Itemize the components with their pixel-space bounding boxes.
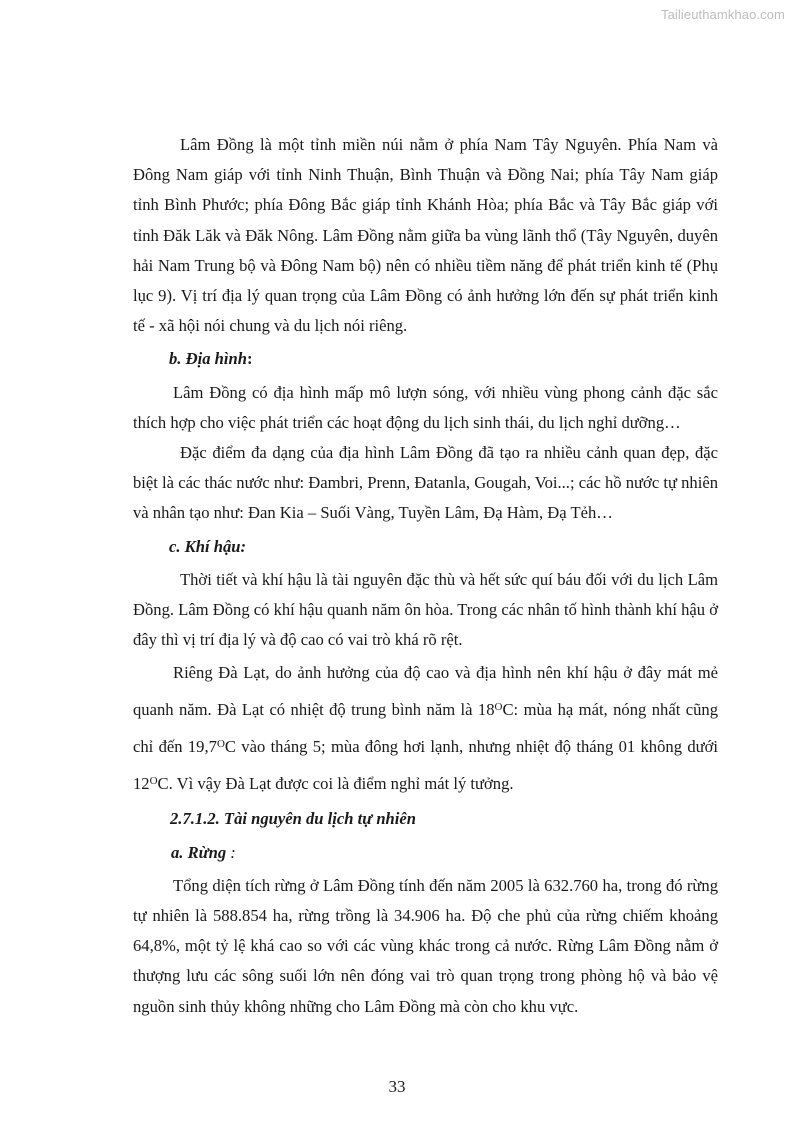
page-content <box>133 130 718 1022</box>
degree-mark: O <box>494 701 503 714</box>
heading-terrain <box>133 344 718 374</box>
climate-text-b: C: mùa hạ mát, nóng nhất cũng chỉ đến 19,7 <box>133 700 718 757</box>
climate-text-a: Riêng Đà Lạt, do ảnh hưởng của độ cao và địa hình nên khí hậu ở đây mát mẻ quanh năm. Đà Lạt có nhiệt độ trung bình năm là 18 <box>133 663 718 720</box>
degree-mark: O <box>216 738 225 751</box>
climate-text-c: C vào tháng 5; mùa đông hơi lạnh, nhưng nhiệt độ tháng 01 không dưới 12 <box>133 737 719 794</box>
paragraph-climate-1: Thời tiết và khí hậu là tài nguyên đặc thù và hết sức quí báu đối với du lịch Lâm Đồng. Lâm Đồng có khí hậu quanh năm ôn hòa. Trong các nhân tố hình thành khí hậu ở đây thì vị trí địa lý và độ cao có vai trò khá rõ rệt. <box>133 569 718 650</box>
page-number: 33 <box>388 1077 406 1096</box>
heading-climate: c. Khí hậu: <box>169 536 246 556</box>
heading-natural-resources: 2.7.1.2. Tài nguyên du lịch tự nhiên <box>170 809 416 829</box>
heading-forest-colon: : <box>226 842 236 862</box>
paragraph-terrain-1: Lâm Đồng có địa hình mấp mô lượn sóng, với nhiều vùng phong cảnh đặc sắc thích hợp cho việc phát triển các hoạt động du lịch sinh thái, du lịch nghỉ dưỡng… <box>133 382 718 432</box>
paragraph-terrain-2: Đặc điểm đa dạng của địa hình Lâm Đồng đã tạo ra nhiều cảnh quan đẹp, đặc biệt là các thác nước như: Đambri, Prenn, Đatanla, Gougah, Voi...; các hồ nước tự nhiên và nhân tạo như: Đan Kia – Suối Vàng, Tuyền Lâm, Đạ Hàm, Đạ Tẻh… <box>133 443 718 523</box>
heading-forest <box>133 838 718 868</box>
paragraph-forest: Tổng diện tích rừng ở Lâm Đồng tính đến năm 2005 là 632.760 ha, trong đó rừng tự nhiên là 588.854 ha, rừng trồng là 34.906 ha. Độ che phủ của rừng chiếm khoảng 64,8%, một tỷ lệ khá cao so với các vùng khác trong cả nước. Rừng Lâm Đồng nằm ở thượng lưu các sông suối lớn nên đóng vai trò quan trọng trong phòng hộ và bảo vệ nguồn sinh thủy không những cho Lâm Đồng mà còn cho khu vực. <box>133 875 718 1016</box>
climate-text-d: C. Vì vậy Đà Lạt được coi là điểm nghỉ mát lý tưởng. <box>157 774 514 794</box>
paragraph-location: Lâm Đồng là một tỉnh miền núi nằm ở phía Nam Tây Nguyên. Phía Nam và Đông Nam giáp với tỉnh Ninh Thuận, Bình Thuận và Đồng Nai; phía Tây Nam giáp tỉnh Bình Phước; phía Đông Bắc giáp tỉnh Khánh Hòa; phía Bắc và Tây Bắc giáp với tỉnh Đăk Lăk và Đăk Nông. Lâm Đồng nằm giữa ba vùng lãnh thổ (Tây Nguyên, duyên hải Nam Trung bộ và Đông Nam bộ) nên có nhiều tiềm năng để phát triển kinh tế (Phụ lục 9). Vị trí địa lý quan trọng của Lâm Đồng có ảnh hưởng lớn đến sự phát triển kinh tế - xã hội nói chung và du lịch nói riêng. <box>133 135 718 336</box>
heading-terrain-text: b. Địa hình <box>169 349 247 369</box>
paragraph-climate-2 <box>133 655 718 801</box>
heading-terrain-colon: : <box>246 349 253 369</box>
degree-mark: O <box>149 775 158 788</box>
heading-forest-text: a. Rừng <box>171 842 227 862</box>
watermark: Tailieuthamkhao.com <box>660 7 785 22</box>
